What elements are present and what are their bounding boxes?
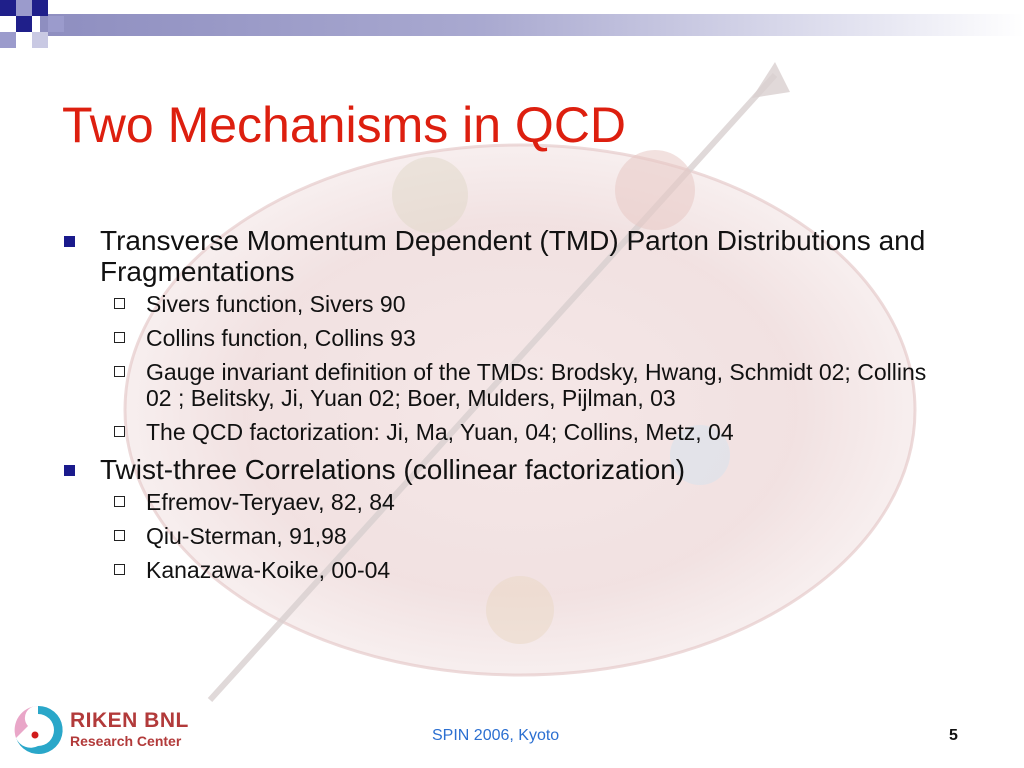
square-bullet-icon <box>64 465 75 476</box>
decor-square <box>0 0 16 16</box>
bullet-text: Twist-three Correlations (collinear factorization) <box>100 454 686 485</box>
sub-bullet-list <box>62 291 932 445</box>
decor-square <box>16 0 32 16</box>
sub-bullet-item <box>62 325 932 351</box>
bullet-list <box>62 225 932 592</box>
sub-bullet-text: Collins function, Collins 93 <box>146 325 416 351</box>
decor-square <box>32 0 48 16</box>
logo-subtitle: Research Center <box>70 733 182 749</box>
sub-bullet-text: Qiu-Sterman, 91,98 <box>146 523 347 549</box>
decor-square <box>48 16 64 32</box>
header-gradient-bar <box>40 14 1024 36</box>
hollow-square-bullet-icon <box>114 564 125 575</box>
hollow-square-bullet-icon <box>114 496 125 507</box>
sub-bullet-item <box>62 291 932 317</box>
bullet-item <box>62 225 932 287</box>
sub-bullet-text: Gauge invariant definition of the TMDs: Brodsky, Hwang, Schmidt 02; Collins 02 ; Belitsky, Ji, Yuan 02; Boer, Mulders, Pijlman, 03 <box>146 359 927 411</box>
decor-square <box>0 32 16 48</box>
hollow-square-bullet-icon <box>114 298 125 309</box>
bullet-text: Transverse Momentum Dependent (TMD) Parton Distributions and Fragmentations <box>100 225 926 287</box>
sub-bullet-text: The QCD factorization: Ji, Ma, Yuan, 04; Collins, Metz, 04 <box>146 419 734 445</box>
sub-bullet-item <box>62 523 932 549</box>
sub-bullet-text: Efremov-Teryaev, 82, 84 <box>146 489 395 515</box>
sub-bullet-text: Kanazawa-Koike, 00-04 <box>146 557 391 583</box>
hollow-square-bullet-icon <box>114 366 125 377</box>
decor-square <box>16 16 32 32</box>
hollow-square-bullet-icon <box>114 426 125 437</box>
sub-bullet-item <box>62 489 932 515</box>
sub-bullet-list <box>62 489 932 583</box>
slide-title: Two Mechanisms in QCD <box>62 97 627 153</box>
hollow-square-bullet-icon <box>114 530 125 541</box>
square-bullet-icon <box>64 236 75 247</box>
footer-text: SPIN 2006, Kyoto <box>432 727 560 744</box>
sub-bullet-item <box>62 359 932 411</box>
sub-bullet-item <box>62 557 932 583</box>
decor-square <box>32 32 48 48</box>
page-number: 5 <box>949 727 958 744</box>
logo-name: RIKEN BNL <box>70 709 189 732</box>
bullet-item <box>62 454 932 485</box>
sub-bullet-text: Sivers function, Sivers 90 <box>146 291 406 317</box>
hollow-square-bullet-icon <box>114 332 125 343</box>
sub-bullet-item <box>62 419 932 445</box>
riken-swirl-icon <box>8 698 68 762</box>
riken-bnl-logo <box>8 698 198 762</box>
